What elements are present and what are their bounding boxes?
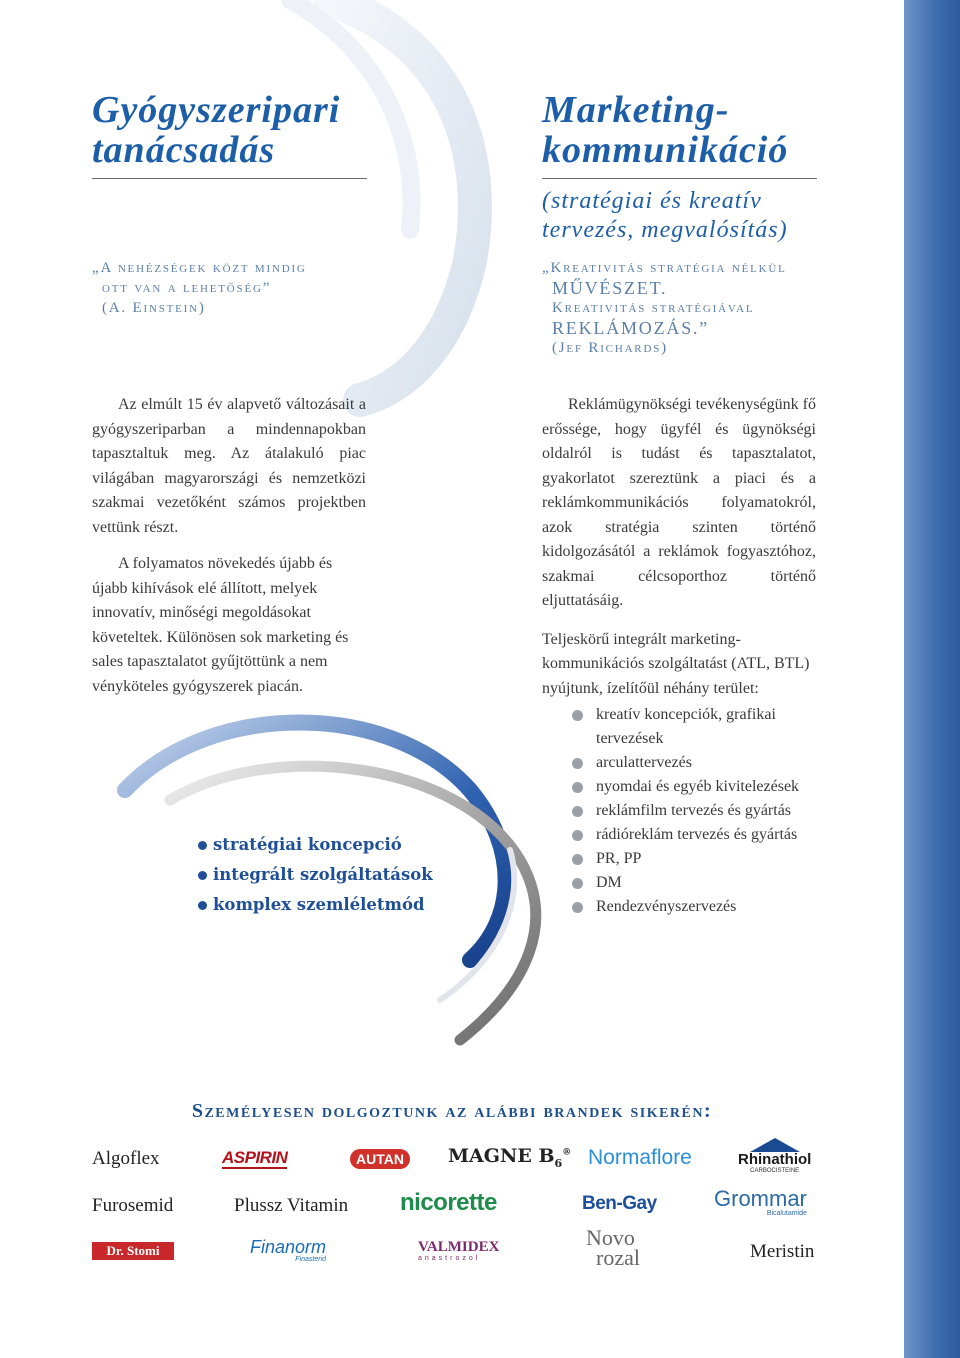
valmidex-sub: anastrozol [418,1255,481,1262]
quote-author: (A. Einstein) [102,300,206,316]
service-label: arculattervezés [596,754,692,771]
novorozal-line: rozal [596,1245,640,1270]
service-label: reklámfilm tervezés és gyártás [596,802,792,819]
quote-line: MŰVÉSZET. [552,278,668,298]
brand-meristin: Meristin [750,1241,815,1262]
bullet-icon [572,854,583,865]
quote-author: (Jef Richards) [552,340,668,356]
list-item [572,823,822,847]
bullet-icon [198,871,207,880]
magne-label: MAGNE B [448,1145,555,1167]
grommar-label: Grommar [714,1186,807,1211]
pillar-label: integrált szolgáltatások [213,865,433,884]
pillar-item [198,890,433,920]
magne-subscript: 6 [554,1156,563,1170]
service-label: rádióreklám tervezés és gyártás [596,826,798,843]
paragraph: Az elmúlt 15 év alapvető változásait a gyógyszeriparban a mindennapokban tapasztaltuk meg. Az átalakuló piac világában magyarországi és nemzetközi szakmai vezetőként számos projektben vettünk részt. [92,396,366,536]
pillar-item [198,830,433,860]
list-item [572,751,822,775]
right-title-line: Marketing- [542,89,730,131]
brand-plussz-vitamin: Plussz Vitamin [234,1195,349,1216]
brand-furosemid: Furosemid [92,1195,174,1216]
quote-line: REKLÁMOZÁS.” [552,318,710,338]
pillars [198,830,433,920]
left-header [92,90,367,179]
brand-ben-gay: Ben-Gay [582,1193,657,1214]
valmidex-label: VALMIDEX [418,1239,500,1255]
rhinathiol-sub: CARBOCISTEINE [750,1168,800,1174]
quote-line: „Kreativitás stratégia nélkül [542,260,787,276]
right-quote [542,258,832,358]
rhinathiol-triangle-icon [750,1138,800,1152]
brand-normaflore: Normaflore [588,1146,692,1169]
service-label: kreatív koncepciók, grafikai tervezések [596,706,776,747]
brand-rhinathiol [738,1138,811,1174]
paragraph: Teljeskörű integrált marketing-kommunikációs szolgáltatást (ATL, BTL) nyújtunk, ízelítőül néhány terület: [542,630,810,697]
service-label: DM [596,874,622,891]
brand-dr-stomi: Dr. Stomi [92,1242,174,1260]
brand-finanorm [250,1238,326,1263]
left-title [92,90,367,170]
quote-line: Kreativitás stratégiával [552,300,755,316]
pillar-label: stratégiai koncepció [213,835,402,854]
pillar-item [198,860,433,890]
list-item [572,847,822,871]
subtitle-line: tervezés, megvalósítás) [542,217,788,243]
bullet-icon [572,902,583,913]
brand-novorozal [586,1225,640,1270]
list-item [572,799,822,823]
left-body [92,393,366,711]
brands-title: Személyesen dolgoztunk az alábbi brandek sikerén: [191,1100,713,1122]
left-quote [92,258,382,318]
bullet-icon [572,782,583,793]
finanorm-label: Finanorm [250,1237,327,1257]
bullet-icon [572,758,583,769]
right-body [542,393,816,715]
right-header [542,90,817,245]
service-label: Rendezvényszervezés [596,898,737,915]
right-title [542,90,817,170]
right-sidebar-band [904,0,960,1358]
paragraph: A folyamatos növekedés újabb és újabb kihívások elé állított, melyek innovatív, minőségi megoldásokat követeltek. Különösen sok marketing és sales tapasztalatot gyűjtöttünk a nem vényköteles gyógyszerek piacán. [92,555,349,695]
list-item [572,775,822,799]
right-title-rule [542,178,817,179]
brand-nicorette: nicorette [400,1189,497,1216]
finanorm-sub: Finasterid [295,1256,327,1263]
right-subtitle [542,187,817,245]
registered-mark: ® [562,1147,572,1158]
left-title-line: Gyógyszeripari [92,89,341,131]
pillar-label: komplex szemléletmód [213,895,425,914]
bullet-icon [572,878,583,889]
brand-aspirin: ASPIRIN [222,1148,288,1167]
list-item [572,703,822,751]
brand-magne-b6 [448,1145,571,1170]
bullet-icon [572,830,583,841]
rhinathiol-label: Rhinathiol [738,1151,812,1168]
bullet-icon [198,901,207,910]
brand-autan: AUTAN [350,1149,410,1169]
service-label: PR, PP [596,850,642,867]
bullet-icon [572,806,583,817]
subtitle-line: (stratégiai és kreatív [542,188,762,214]
bullet-icon [572,710,583,721]
left-title-rule [92,178,367,179]
bullet-icon [198,841,207,850]
services-list [572,703,822,919]
list-item [572,895,822,919]
novorozal-line: Novo [586,1225,635,1250]
right-title-line: kommunikáció [542,129,789,171]
brand-algoflex: Algoflex [92,1148,160,1169]
paragraph: Reklámügynökségi tevékenységünk fő erőssége, hogy ügyfél és ügynökségi oldalról is tudást és tapasztalatot, gyakorlatot szereztünk a piaci és a reklámkommunikációs folyamatokról, azok stratégia szinten történő kidolgozásától a reklámok fogyasztóhoz, szakmai célcsoporthoz történő eljuttatásáig. [542,396,816,609]
grommar-sub: Bicalutamide [766,1210,807,1217]
service-label: nyomdai és egyéb kivitelezések [596,778,800,795]
left-title-line: tanácsadás [92,129,276,171]
brand-grommar [714,1188,807,1217]
list-item [572,871,822,895]
quote-line: ott van a lehetőség” [102,280,272,296]
quote-line: „A nehézségek közt mindig [92,260,307,276]
brand-valmidex [418,1240,499,1262]
